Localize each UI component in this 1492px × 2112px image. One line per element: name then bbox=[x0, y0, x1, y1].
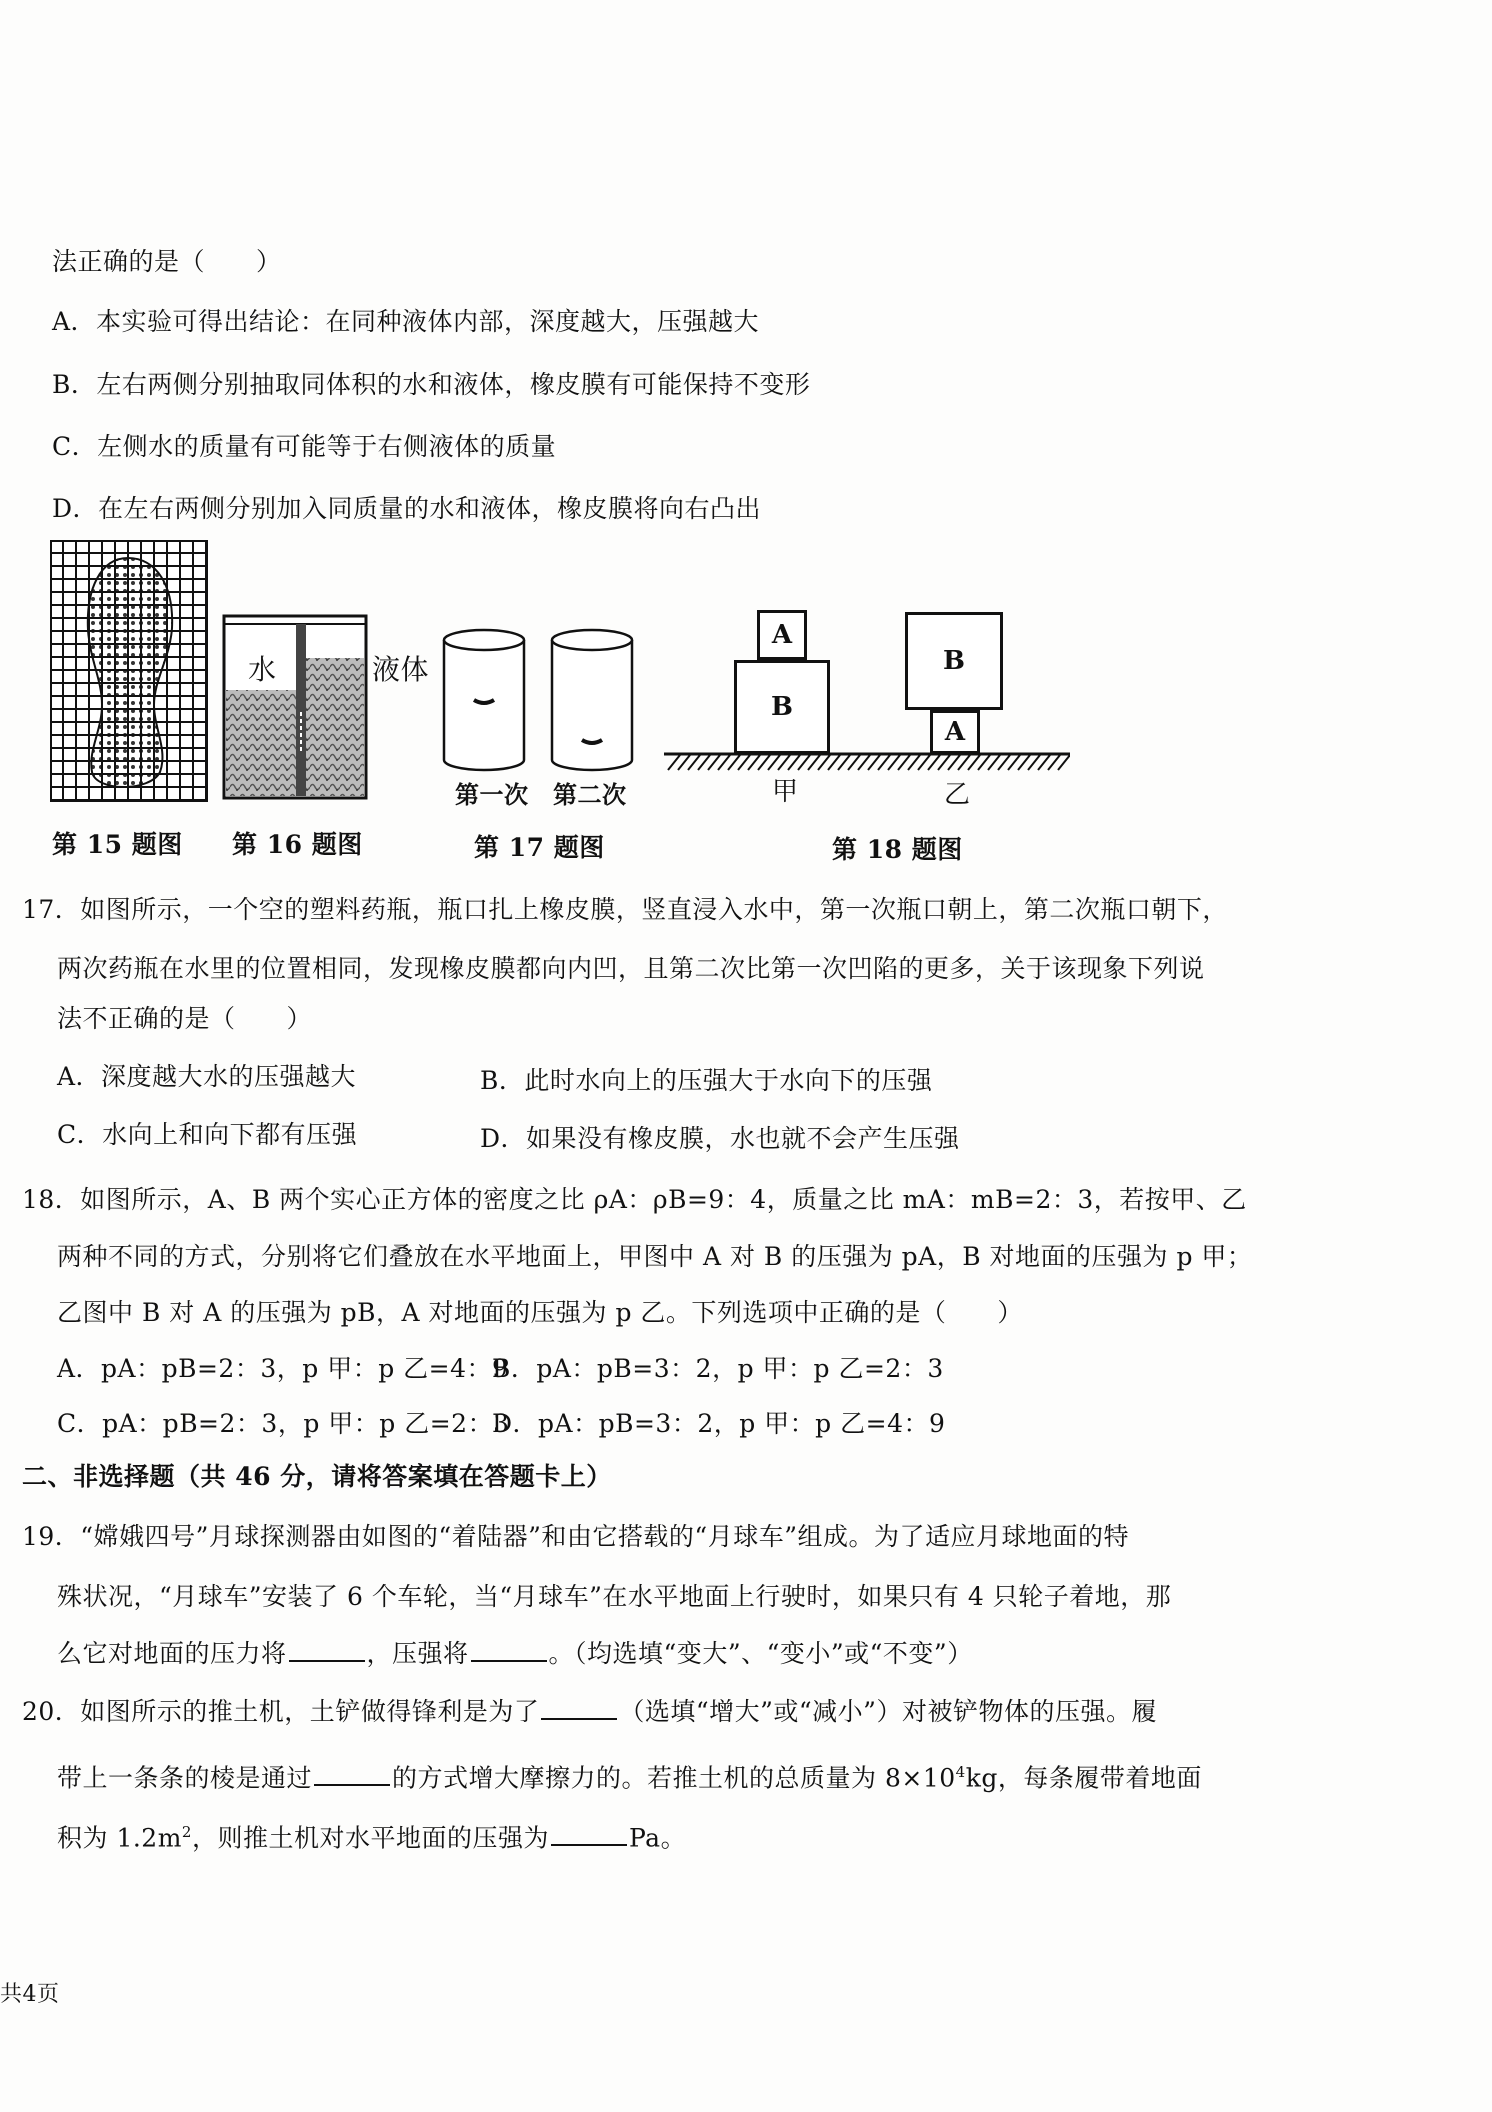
q20-line-1 bbox=[22, 1695, 1157, 1729]
q17-line-2: 两次药瓶在水里的位置相同，发现橡皮膜都向内凹，且第二次比第一次凹陷的更多，关于该现象下列说 bbox=[57, 954, 1205, 983]
q20-line-3-text-c: Pa。 bbox=[628, 1823, 687, 1853]
q19-line-3-text-c: 。（均选填“变大”、“变小”或“不变”） bbox=[548, 1639, 973, 1668]
q17-line-1: 17．如图所示，一个空的塑料药瓶，瓶口扎上橡皮膜，竖直浸入水中，第一次瓶口朝上，第二次瓶口朝下， bbox=[22, 895, 1228, 924]
q20-line-3-text-a: 积为 1.2m bbox=[57, 1823, 182, 1853]
fig18-ground bbox=[664, 748, 1070, 776]
q18-line-1: 18．如图所示，A、B 两个实心正方体的密度之比 ρA：ρB=9：4，质量之比 mA：mB=2：3，若按甲、乙 bbox=[22, 1185, 1247, 1214]
q19-line-3-text-b: ，压强将 bbox=[366, 1639, 469, 1668]
q16-option-c: C．左侧水的质量有可能等于右侧液体的质量 bbox=[52, 432, 557, 461]
q19-line-3 bbox=[57, 1637, 973, 1671]
q19-line-2: 殊状况，“月球车”安装了 6 个车轮，当“月球车”在水平地面上行驶时，如果只有 4 只轮子着地，那 bbox=[57, 1582, 1172, 1611]
q18-option-d: D．pA：pB=3：2，p 甲：p 乙=4：9 bbox=[492, 1409, 946, 1438]
q19-blank-force[interactable] bbox=[289, 1638, 365, 1662]
q20-exponent-2: 2 bbox=[181, 1823, 192, 1841]
q20-line-3 bbox=[57, 1815, 686, 1855]
fig18-yi-block-b: B bbox=[905, 612, 1003, 710]
fig17-caption: 第 17 题图 bbox=[474, 833, 605, 862]
q20-line-2 bbox=[57, 1755, 1202, 1795]
q17-option-d: D．如果没有橡皮膜，水也就不会产生压强 bbox=[480, 1124, 960, 1153]
fig17-first-label: 第一次 bbox=[455, 780, 529, 809]
fig17-bottles bbox=[440, 620, 640, 775]
q18-line-3: 乙图中 B 对 A 的压强为 pB，A 对地面的压强为 p 乙。下列选项中正确的是（ ） bbox=[57, 1298, 1023, 1327]
fig17-second-label: 第二次 bbox=[553, 780, 627, 809]
q19-line-3-text-a: 么它对地面的压力将 bbox=[57, 1639, 287, 1668]
q18-line-2: 两种不同的方式，分别将它们叠放在水平地面上，甲图中 A 对 B 的压强为 pA，B 对地面的压强为 p 甲； bbox=[57, 1242, 1253, 1271]
q17-option-a: A．深度越大水的压强越大 bbox=[57, 1062, 357, 1091]
fig18-caption: 第 18 题图 bbox=[832, 835, 963, 864]
section-2-heading: 二、非选择题（共 46 分，请将答案填在答题卡上） bbox=[22, 1462, 612, 1491]
page-footer: 共4页 bbox=[0, 1982, 60, 2007]
fig18-jia-block-a: A bbox=[757, 610, 807, 660]
q20-blank-1[interactable] bbox=[541, 1696, 617, 1720]
fig16-caption: 第 16 题图 bbox=[232, 830, 363, 859]
fig18-jia-block-b: B bbox=[734, 660, 830, 754]
q16-option-a: A．本实验可得出结论：在同种液体内部，深度越大，压强越大 bbox=[52, 307, 760, 336]
q20-exponent-4: 4 bbox=[955, 1763, 966, 1781]
q16-option-b: B．左右两侧分别抽取同体积的水和液体，橡皮膜有可能保持不变形 bbox=[52, 370, 811, 399]
q17-option-b: B．此时水向上的压强大于水向下的压强 bbox=[480, 1066, 933, 1095]
fig16-water-label: 水 bbox=[248, 653, 277, 686]
q19-blank-pressure[interactable] bbox=[471, 1638, 547, 1662]
q20-blank-3[interactable] bbox=[551, 1822, 627, 1846]
q20-line-2-text-b: 的方式增大摩擦力的。若推土机的总质量为 8×10 bbox=[392, 1763, 956, 1793]
q20-line-2-text-c: kg，每条履带着地面 bbox=[965, 1763, 1202, 1793]
q18-option-a: A．pA：pB=2：3，p 甲：p 乙=4：9 bbox=[57, 1354, 509, 1383]
q17-line-3: 法不正确的是（ ） bbox=[57, 1004, 313, 1033]
fig18-jia-label: 甲 bbox=[772, 777, 799, 807]
q20-line-1-text-a: 20．如图所示的推土机，土铲做得锋利是为了 bbox=[22, 1697, 540, 1726]
q16-option-d: D．在左右两侧分别加入同质量的水和液体，橡皮膜将向右凸出 bbox=[52, 494, 762, 523]
q20-blank-2[interactable] bbox=[314, 1762, 390, 1786]
q18-option-c: C．pA：pB=2：3，p 甲：p 乙=2：3 bbox=[57, 1409, 510, 1438]
q17-option-c: C．水向上和向下都有压强 bbox=[57, 1120, 358, 1149]
q20-line-3-text-b: ，则推土机对水平地面的压强为 bbox=[191, 1823, 549, 1853]
q19-line-1: 19．“嫦娥四号”月球探测器由如图的“着陆器”和由它搭载的“月球车”组成。为了适应月球地面的特 bbox=[22, 1522, 1129, 1551]
fig18-yi-label: 乙 bbox=[944, 780, 971, 810]
fig15-footprint-grid bbox=[50, 540, 208, 802]
q16-stem-end: 法正确的是（ ） bbox=[52, 247, 282, 276]
q18-option-b: B．pA：pB=3：2，p 甲：p 乙=2：3 bbox=[492, 1354, 944, 1383]
fig16-container bbox=[220, 612, 370, 802]
fig18-yi-block-a: A bbox=[930, 710, 980, 754]
q20-line-1-text-b: （选填“增大”或“减小”）对被铲物体的压强。履 bbox=[619, 1697, 1157, 1726]
fig16-liquid-label: 液体 bbox=[372, 653, 430, 686]
q20-line-2-text-a: 带上一条条的棱是通过 bbox=[57, 1763, 313, 1793]
fig15-caption: 第 15 题图 bbox=[52, 830, 183, 859]
